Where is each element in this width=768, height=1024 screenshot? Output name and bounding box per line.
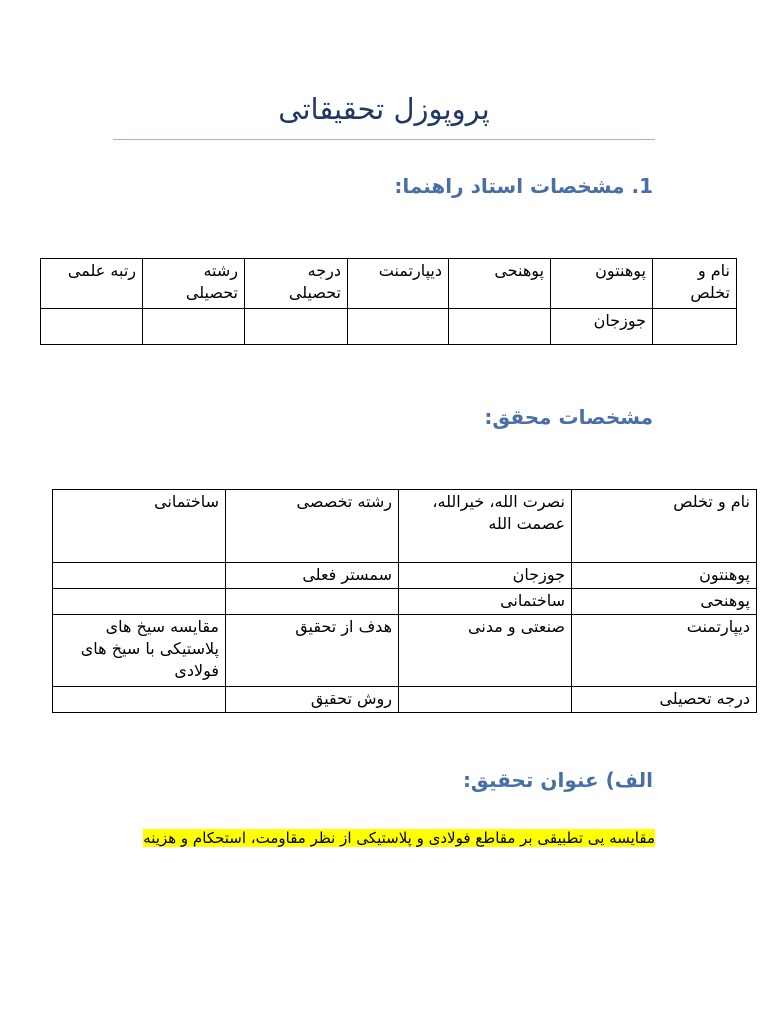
table-cell [449,309,551,345]
highlighted-research-title: مقایسه یی تطبیقی بر مقاطع فولادی و پلاستیکی از نظر مقاومت، استحکام و هزینه [143,829,655,847]
table-cell: سمستر فعلی [226,563,399,589]
heading-research-title: الف) عنوان تحقیق: [462,768,653,792]
table-cell: نصرت الله، خیرالله، عصمت الله [399,490,572,563]
table-cell [399,687,572,713]
table-cell: نام و تخلص [653,259,737,309]
title-divider [113,139,655,140]
table-cell [53,687,226,713]
table-cell: رشته تحصیلی [143,259,245,309]
table-cell: روش تحقیق [226,687,399,713]
table-cell: دیپارتمنت [348,259,449,309]
research-title-paragraph [95,826,655,850]
researcher-table [52,489,757,713]
advisor-data-row [41,309,737,345]
advisor-header-row [41,259,737,309]
table-cell: دیپارتمنت [572,615,757,687]
table-cell: رتبه علمی [41,259,143,309]
table-cell: ساختمانی [53,490,226,563]
table-row [53,563,757,589]
table-cell: درجه تحصیلی [572,687,757,713]
table-cell: پوهنتون [572,563,757,589]
table-cell [53,563,226,589]
table-cell: جوزجان [399,563,572,589]
table-cell: پوهنحی [572,589,757,615]
table-cell [226,589,399,615]
table-cell: جوزجان [551,309,653,345]
table-cell: صنعتی و مدنی [399,615,572,687]
table-cell: پوهنحی [449,259,551,309]
table-cell: رشته تخصصی [226,490,399,563]
table-cell [41,309,143,345]
page-title: پروپوزل تحقیقاتی [278,92,490,126]
table-cell [245,309,348,345]
table-cell [653,309,737,345]
table-cell [53,589,226,615]
table-cell: درجه تحصیلی [245,259,348,309]
table-row [53,589,757,615]
table-row [53,615,757,687]
table-row [53,490,757,563]
table-cell: ساختمانی [399,589,572,615]
heading-advisor: 1. مشخصات استاد راهنما: [394,174,653,198]
table-cell: پوهنتون [551,259,653,309]
table-cell [348,309,449,345]
table-cell [143,309,245,345]
heading-researcher: مشخصات محقق: [484,405,653,429]
table-cell: مقایسه سیخ های پلاستیکی با سیخ های فولادی [53,615,226,687]
table-row [53,687,757,713]
table-cell: نام و تخلص [572,490,757,563]
advisor-table [40,258,737,345]
table-cell: هدف از تحقیق [226,615,399,687]
